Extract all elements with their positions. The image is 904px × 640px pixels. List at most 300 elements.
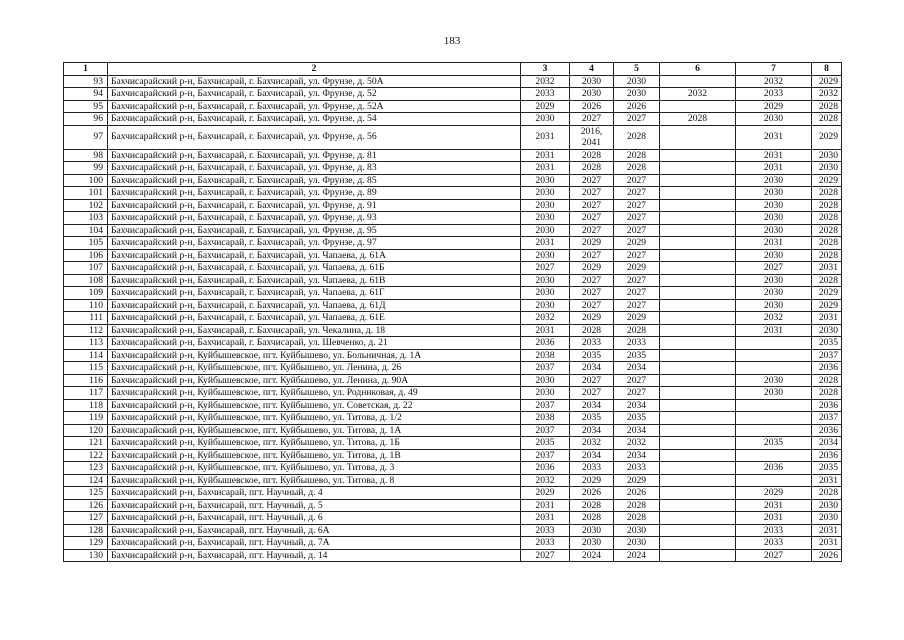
header-col-5: 5 <box>614 63 660 76</box>
value-col-5: 2026 <box>614 487 660 500</box>
address-cell: Бахчисарайский р-н, Бахчисарай, г. Бахчисарай, ул. Фрунзе, д. 91 <box>108 199 521 212</box>
value-col-8: 2026 <box>812 549 842 562</box>
value-col-5: 2027 <box>614 387 660 400</box>
value-col-7 <box>736 399 812 412</box>
table-row <box>64 499 842 512</box>
table-row <box>64 549 842 562</box>
value-col-8: 2037 <box>812 412 842 425</box>
table-row <box>64 474 842 487</box>
address-cell: Бахчисарайский р-н, Куйбышевское, пгт. Куйбышево, ул. Родниковая, д. 49 <box>108 387 521 400</box>
value-col-7: 2027 <box>736 549 812 562</box>
value-col-6 <box>660 437 736 450</box>
value-col-7: 2035 <box>736 437 812 450</box>
table-row <box>64 424 842 437</box>
address-cell: Бахчисарайский р-н, Бахчисарай, пгт. Научный, д. 5 <box>108 499 521 512</box>
value-col-5: 2030 <box>614 537 660 550</box>
table-row <box>64 212 842 225</box>
value-col-7: 2030 <box>736 287 812 300</box>
value-col-3: 2032 <box>521 474 570 487</box>
value-col-4: 2028 <box>570 499 614 512</box>
value-col-6 <box>660 387 736 400</box>
value-col-4: 2027 <box>570 212 614 225</box>
row-number: 112 <box>64 324 108 337</box>
value-col-6 <box>660 399 736 412</box>
value-col-7 <box>736 424 812 437</box>
value-col-4: 2034 <box>570 424 614 437</box>
value-col-3: 2031 <box>521 237 570 250</box>
row-number: 119 <box>64 412 108 425</box>
row-number: 95 <box>64 100 108 113</box>
value-col-3: 2030 <box>521 299 570 312</box>
value-col-3: 2038 <box>521 349 570 362</box>
row-number: 116 <box>64 374 108 387</box>
value-col-3: 2037 <box>521 362 570 375</box>
value-col-6: 2032 <box>660 88 736 101</box>
value-col-8: 2028 <box>812 249 842 262</box>
value-col-8: 2030 <box>812 149 842 162</box>
value-col-6 <box>660 100 736 113</box>
row-number: 102 <box>64 199 108 212</box>
value-col-3: 2031 <box>521 499 570 512</box>
value-col-3: 2029 <box>521 100 570 113</box>
value-col-5: 2027 <box>614 212 660 225</box>
value-col-5: 2029 <box>614 474 660 487</box>
value-col-6 <box>660 537 736 550</box>
value-col-6 <box>660 212 736 225</box>
value-col-7: 2030 <box>736 113 812 126</box>
row-number: 108 <box>64 274 108 287</box>
table-row <box>64 449 842 462</box>
header-col-4: 4 <box>570 63 614 76</box>
address-cell: Бахчисарайский р-н, Куйбышевское, пгт. Куйбышево, ул. Титова, д. 3 <box>108 462 521 475</box>
address-cell: Бахчисарайский р-н, Бахчисарай, г. Бахчисарай, ул. Фрунзе, д. 56 <box>108 125 521 149</box>
value-col-5: 2028 <box>614 499 660 512</box>
value-col-6 <box>660 75 736 88</box>
value-col-6 <box>660 324 736 337</box>
value-col-5: 2030 <box>614 524 660 537</box>
value-col-8: 2028 <box>812 237 842 250</box>
table-row <box>64 88 842 101</box>
value-col-8: 2029 <box>812 125 842 149</box>
table-row <box>64 437 842 450</box>
address-cell: Бахчисарайский р-н, Бахчисарай, г. Бахчисарай, ул. Фрунзе, д. 97 <box>108 237 521 250</box>
row-number: 110 <box>64 299 108 312</box>
value-col-5: 2027 <box>614 274 660 287</box>
table-row <box>64 174 842 187</box>
header-row <box>64 63 842 76</box>
row-number: 100 <box>64 174 108 187</box>
row-number: 104 <box>64 224 108 237</box>
value-col-7 <box>736 474 812 487</box>
value-col-6 <box>660 374 736 387</box>
address-cell: Бахчисарайский р-н, Бахчисарай, г. Бахчисарай, ул. Чапаева, д. 61Б <box>108 262 521 275</box>
value-col-8: 2028 <box>812 113 842 126</box>
value-col-7: 2030 <box>736 174 812 187</box>
value-col-4: 2027 <box>570 387 614 400</box>
value-col-3: 2031 <box>521 125 570 149</box>
value-col-3: 2036 <box>521 337 570 350</box>
value-col-6 <box>660 424 736 437</box>
value-col-3: 2033 <box>521 88 570 101</box>
table-row <box>64 374 842 387</box>
value-col-5: 2029 <box>614 237 660 250</box>
value-col-3: 2031 <box>521 512 570 525</box>
value-col-3: 2030 <box>521 199 570 212</box>
value-col-8: 2037 <box>812 349 842 362</box>
value-col-5: 2034 <box>614 449 660 462</box>
value-col-4: 2030 <box>570 524 614 537</box>
value-col-4: 2029 <box>570 474 614 487</box>
value-col-7 <box>736 362 812 375</box>
address-cell: Бахчисарайский р-н, Бахчисарай, г. Бахчисарай, ул. Чекалина, д. 18 <box>108 324 521 337</box>
value-col-4: 2027 <box>570 274 614 287</box>
address-cell: Бахчисарайский р-н, Куйбышевское, пгт. Куйбышево, ул. Советская, д. 22 <box>108 399 521 412</box>
value-col-8: 2028 <box>812 387 842 400</box>
value-col-5: 2035 <box>614 412 660 425</box>
value-col-7: 2030 <box>736 387 812 400</box>
value-col-7 <box>736 349 812 362</box>
value-col-4: 2032 <box>570 437 614 450</box>
header-col-7: 7 <box>736 63 812 76</box>
value-col-4: 2028 <box>570 512 614 525</box>
value-col-4: 2027 <box>570 374 614 387</box>
address-cell: Бахчисарайский р-н, Куйбышевское, пгт. Куйбышево, ул. Ленина, д. 26 <box>108 362 521 375</box>
address-cell: Бахчисарайский р-н, Бахчисарай, г. Бахчисарай, ул. Фрунзе, д. 81 <box>108 149 521 162</box>
value-col-5: 2027 <box>614 113 660 126</box>
value-col-7: 2027 <box>736 262 812 275</box>
value-col-8: 2028 <box>812 187 842 200</box>
address-cell: Бахчисарайский р-н, Бахчисарай, г. Бахчисарай, ул. Фрунзе, д. 52 <box>108 88 521 101</box>
row-number: 121 <box>64 437 108 450</box>
value-col-4: 2027 <box>570 299 614 312</box>
table-row <box>64 487 842 500</box>
value-col-5: 2034 <box>614 362 660 375</box>
value-col-5: 2028 <box>614 162 660 175</box>
value-col-8: 2036 <box>812 449 842 462</box>
value-col-7: 2029 <box>736 487 812 500</box>
table-row <box>64 349 842 362</box>
row-number: 128 <box>64 524 108 537</box>
value-col-8: 2036 <box>812 362 842 375</box>
row-number: 98 <box>64 149 108 162</box>
value-col-3: 2030 <box>521 174 570 187</box>
value-col-6 <box>660 199 736 212</box>
row-number: 103 <box>64 212 108 225</box>
value-col-6 <box>660 237 736 250</box>
table-row <box>64 287 842 300</box>
row-number: 107 <box>64 262 108 275</box>
value-col-4: 2030 <box>570 537 614 550</box>
address-cell: Бахчисарайский р-н, Бахчисарай, г. Бахчисарай, ул. Чапаева, д. 61Д <box>108 299 521 312</box>
value-col-8: 2029 <box>812 75 842 88</box>
address-cell: Бахчисарайский р-н, Бахчисарай, пгт. Научный, д. 6А <box>108 524 521 537</box>
table-row <box>64 324 842 337</box>
value-col-4: 2024 <box>570 549 614 562</box>
table-row <box>64 312 842 325</box>
value-col-3: 2033 <box>521 524 570 537</box>
address-cell: Бахчисарайский р-н, Бахчисарай, г. Бахчисарай, ул. Фрунзе, д. 54 <box>108 113 521 126</box>
value-col-6 <box>660 249 736 262</box>
value-col-7: 2031 <box>736 512 812 525</box>
table-row <box>64 524 842 537</box>
table-row <box>64 262 842 275</box>
row-number: 123 <box>64 462 108 475</box>
value-col-3: 2037 <box>521 399 570 412</box>
value-col-3: 2030 <box>521 387 570 400</box>
value-col-8: 2028 <box>812 374 842 387</box>
value-col-7: 2030 <box>736 299 812 312</box>
address-cell: Бахчисарайский р-н, Бахчисарай, г. Бахчисарай, ул. Фрунзе, д. 95 <box>108 224 521 237</box>
value-col-4: 2033 <box>570 462 614 475</box>
value-col-8: 2028 <box>812 224 842 237</box>
value-col-8: 2029 <box>812 174 842 187</box>
value-col-8: 2028 <box>812 199 842 212</box>
value-col-4: 2034 <box>570 449 614 462</box>
value-col-6 <box>660 474 736 487</box>
value-col-4: 2027 <box>570 174 614 187</box>
address-cell: Бахчисарайский р-н, Бахчисарай, г. Бахчисарай, ул. Фрунзе, д. 85 <box>108 174 521 187</box>
table-row <box>64 249 842 262</box>
value-col-7: 2036 <box>736 462 812 475</box>
table-row <box>64 162 842 175</box>
value-col-4: 2033 <box>570 337 614 350</box>
value-col-4: 2027 <box>570 249 614 262</box>
table-row <box>64 387 842 400</box>
value-col-3: 2031 <box>521 324 570 337</box>
value-col-7: 2033 <box>736 88 812 101</box>
value-col-8: 2035 <box>812 337 842 350</box>
value-col-5: 2029 <box>614 312 660 325</box>
value-col-4: 2026 <box>570 100 614 113</box>
value-col-7: 2030 <box>736 274 812 287</box>
value-col-6 <box>660 287 736 300</box>
value-col-8: 2032 <box>812 88 842 101</box>
value-col-3: 2033 <box>521 537 570 550</box>
value-col-6 <box>660 487 736 500</box>
value-col-4: 2027 <box>570 224 614 237</box>
value-col-6 <box>660 187 736 200</box>
row-number: 105 <box>64 237 108 250</box>
address-cell: Бахчисарайский р-н, Куйбышевское, пгт. Куйбышево, ул. Больничная, д. 1А <box>108 349 521 362</box>
header-col-3: 3 <box>521 63 570 76</box>
value-col-6 <box>660 412 736 425</box>
table-row <box>64 362 842 375</box>
value-col-6 <box>660 299 736 312</box>
address-cell: Бахчисарайский р-н, Куйбышевское, пгт. Куйбышево, ул. Титова, д. 1В <box>108 449 521 462</box>
row-number: 120 <box>64 424 108 437</box>
address-cell: Бахчисарайский р-н, Бахчисарай, г. Бахчисарай, ул. Чапаева, д. 61Е <box>108 312 521 325</box>
value-col-5: 2028 <box>614 324 660 337</box>
value-col-5: 2027 <box>614 374 660 387</box>
value-col-8: 2029 <box>812 299 842 312</box>
table-row <box>64 462 842 475</box>
value-col-5: 2029 <box>614 262 660 275</box>
value-col-3: 2030 <box>521 287 570 300</box>
value-col-6 <box>660 149 736 162</box>
row-number: 118 <box>64 399 108 412</box>
value-col-5: 2026 <box>614 100 660 113</box>
value-col-3: 2030 <box>521 113 570 126</box>
row-number: 97 <box>64 125 108 149</box>
value-col-8: 2028 <box>812 212 842 225</box>
table-row <box>64 537 842 550</box>
value-col-8: 2030 <box>812 324 842 337</box>
value-col-4: 2027 <box>570 113 614 126</box>
value-col-7 <box>736 412 812 425</box>
value-col-3: 2030 <box>521 274 570 287</box>
value-col-7: 2032 <box>736 75 812 88</box>
value-col-8: 2031 <box>812 537 842 550</box>
address-cell: Бахчисарайский р-н, Бахчисарай, пгт. Научный, д. 7А <box>108 537 521 550</box>
value-col-8: 2036 <box>812 399 842 412</box>
value-col-3: 2030 <box>521 249 570 262</box>
value-col-6 <box>660 262 736 275</box>
value-col-4: 2027 <box>570 187 614 200</box>
table-row <box>64 399 842 412</box>
address-cell: Бахчисарайский р-н, Бахчисарай, г. Бахчисарай, ул. Шевченко, д. 21 <box>108 337 521 350</box>
value-col-4: 2034 <box>570 399 614 412</box>
value-col-6 <box>660 162 736 175</box>
row-number: 129 <box>64 537 108 550</box>
table-row <box>64 224 842 237</box>
table-row <box>64 125 842 149</box>
value-col-6 <box>660 512 736 525</box>
table-row <box>64 337 842 350</box>
value-col-7: 2030 <box>736 224 812 237</box>
value-col-6 <box>660 549 736 562</box>
value-col-5: 2028 <box>614 512 660 525</box>
value-col-3: 2030 <box>521 212 570 225</box>
value-col-3: 2031 <box>521 149 570 162</box>
value-col-7: 2031 <box>736 324 812 337</box>
value-col-3: 2030 <box>521 374 570 387</box>
address-cell: Бахчисарайский р-н, Куйбышевское, пгт. Куйбышево, ул. Титова, д. 1/2 <box>108 412 521 425</box>
value-col-4: 2029 <box>570 262 614 275</box>
address-cell: Бахчисарайский р-н, Бахчисарай, пгт. Научный, д. 6 <box>108 512 521 525</box>
table-row <box>64 199 842 212</box>
value-col-3: 2038 <box>521 412 570 425</box>
row-number: 125 <box>64 487 108 500</box>
address-cell: Бахчисарайский р-н, Бахчисарай, г. Бахчисарай, ул. Фрунзе, д. 50А <box>108 75 521 88</box>
value-col-4: 2035 <box>570 349 614 362</box>
value-col-7: 2033 <box>736 537 812 550</box>
value-col-7: 2029 <box>736 100 812 113</box>
value-col-6 <box>660 125 736 149</box>
value-col-7: 2030 <box>736 249 812 262</box>
page-number: 183 <box>443 35 461 47</box>
value-col-3: 2031 <box>521 162 570 175</box>
value-col-5: 2027 <box>614 199 660 212</box>
value-col-6 <box>660 362 736 375</box>
table-row <box>64 274 842 287</box>
value-col-6 <box>660 174 736 187</box>
value-col-8: 2028 <box>812 487 842 500</box>
value-col-5: 2028 <box>614 125 660 149</box>
value-col-4: 2028 <box>570 149 614 162</box>
address-cell: Бахчисарайский р-н, Бахчисарай, г. Бахчисарай, ул. Фрунзе, д. 89 <box>108 187 521 200</box>
value-col-4: 2029 <box>570 237 614 250</box>
value-col-3: 2032 <box>521 312 570 325</box>
value-col-4: 2030 <box>570 75 614 88</box>
row-number: 94 <box>64 88 108 101</box>
header-col-2: 2 <box>108 63 521 76</box>
value-col-5: 2027 <box>614 249 660 262</box>
address-cell: Бахчисарайский р-н, Бахчисарай, пгт. Научный, д. 14 <box>108 549 521 562</box>
value-col-7: 2031 <box>736 149 812 162</box>
value-col-8: 2031 <box>812 474 842 487</box>
value-col-7: 2030 <box>736 187 812 200</box>
table-row <box>64 299 842 312</box>
value-col-3: 2027 <box>521 549 570 562</box>
value-col-5: 2033 <box>614 337 660 350</box>
value-col-3: 2027 <box>521 262 570 275</box>
value-col-7: 2032 <box>736 312 812 325</box>
value-col-4: 2035 <box>570 412 614 425</box>
value-col-5: 2027 <box>614 299 660 312</box>
value-col-8: 2031 <box>812 262 842 275</box>
value-col-7: 2031 <box>736 125 812 149</box>
value-col-8: 2035 <box>812 462 842 475</box>
row-number: 101 <box>64 187 108 200</box>
address-cell: Бахчисарайский р-н, Куйбышевское, пгт. Куйбышево, ул. Титова, д. 1Б <box>108 437 521 450</box>
value-col-7: 2031 <box>736 162 812 175</box>
value-col-4: 2016, 2041 <box>570 125 614 149</box>
value-col-5: 2034 <box>614 424 660 437</box>
value-col-3: 2029 <box>521 487 570 500</box>
address-cell: Бахчисарайский р-н, Бахчисарай, г. Бахчисарай, ул. Чапаева, д. 61Г <box>108 287 521 300</box>
value-col-3: 2030 <box>521 187 570 200</box>
table-row <box>64 113 842 126</box>
value-col-7: 2031 <box>736 499 812 512</box>
row-number: 122 <box>64 449 108 462</box>
row-number: 114 <box>64 349 108 362</box>
row-number: 93 <box>64 75 108 88</box>
value-col-8: 2030 <box>812 162 842 175</box>
address-cell: Бахчисарайский р-н, Куйбышевское, пгт. Куйбышево, ул. Титова, д. 1А <box>108 424 521 437</box>
address-cell: Бахчисарайский р-н, Бахчисарай, пгт. Научный, д. 4 <box>108 487 521 500</box>
value-col-3: 2032 <box>521 75 570 88</box>
value-col-6 <box>660 524 736 537</box>
housing-table <box>63 62 842 562</box>
row-number: 124 <box>64 474 108 487</box>
table-row <box>64 100 842 113</box>
value-col-5: 2032 <box>614 437 660 450</box>
value-col-3: 2030 <box>521 224 570 237</box>
value-col-4: 2029 <box>570 312 614 325</box>
value-col-4: 2027 <box>570 199 614 212</box>
value-col-5: 2027 <box>614 174 660 187</box>
header-col-6: 6 <box>660 63 736 76</box>
value-col-7: 2031 <box>736 237 812 250</box>
table-row <box>64 237 842 250</box>
table-row <box>64 149 842 162</box>
value-col-5: 2024 <box>614 549 660 562</box>
value-col-8: 2028 <box>812 274 842 287</box>
value-col-5: 2034 <box>614 399 660 412</box>
value-col-3: 2037 <box>521 449 570 462</box>
value-col-7 <box>736 337 812 350</box>
table-row <box>64 187 842 200</box>
value-col-4: 2028 <box>570 324 614 337</box>
table-row <box>64 512 842 525</box>
value-col-7: 2033 <box>736 524 812 537</box>
value-col-4: 2027 <box>570 287 614 300</box>
value-col-8: 2030 <box>812 499 842 512</box>
row-number: 130 <box>64 549 108 562</box>
value-col-6 <box>660 274 736 287</box>
value-col-5: 2030 <box>614 75 660 88</box>
value-col-5: 2028 <box>614 149 660 162</box>
